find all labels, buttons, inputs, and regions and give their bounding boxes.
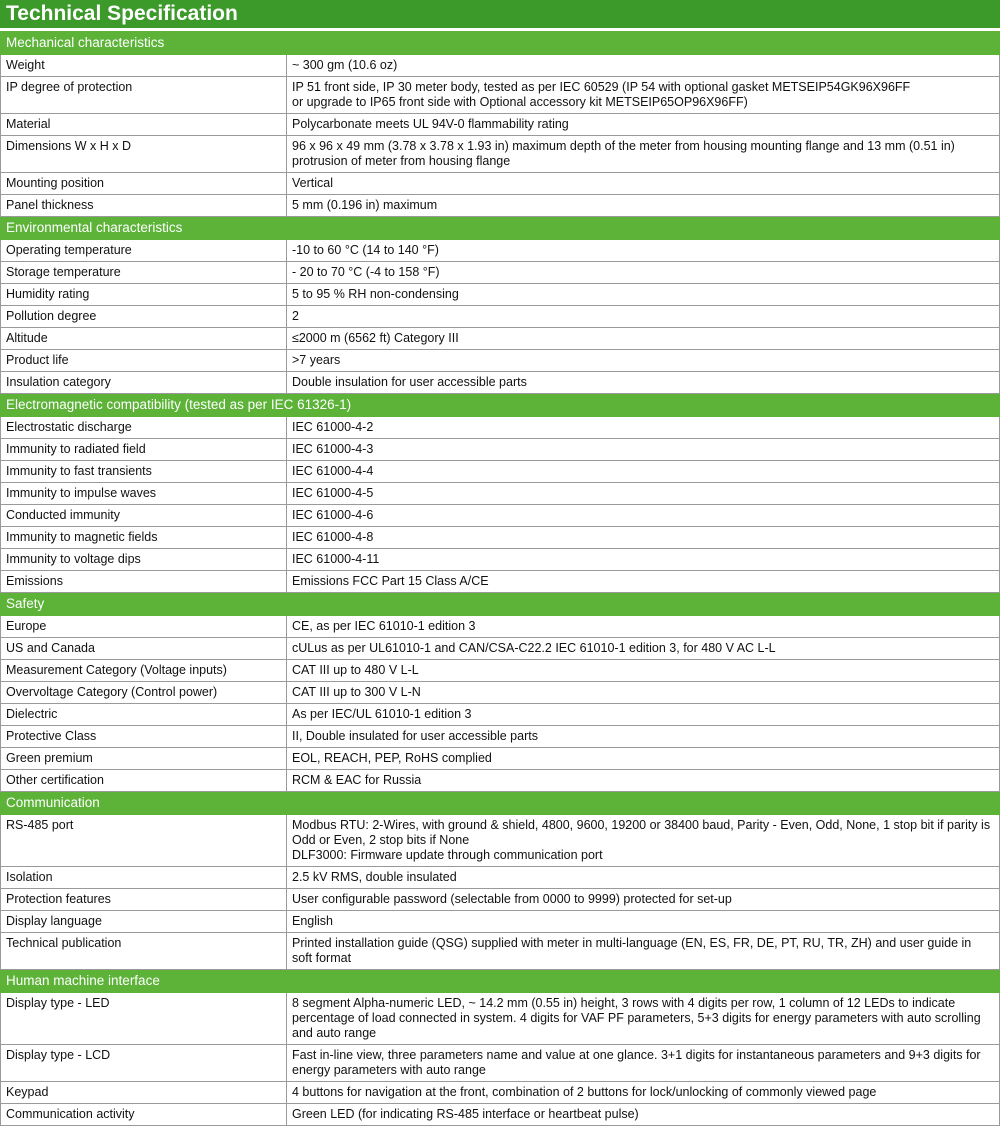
- spec-label: Panel thickness: [1, 195, 287, 217]
- spec-value: 5 to 95 % RH non-condensing: [287, 284, 1000, 306]
- spec-label: Product life: [1, 350, 287, 372]
- spec-value: English: [287, 911, 1000, 933]
- spec-value: 4 buttons for navigation at the front, combination of 2 buttons for lock/unlocking of commonly viewed page: [287, 1082, 1000, 1104]
- spec-value: CAT III up to 480 V L-L: [287, 660, 1000, 682]
- page-title: Technical Specification: [0, 0, 1000, 28]
- spec-label: Display type - LED: [1, 993, 287, 1045]
- spec-label: Other certification: [1, 770, 287, 792]
- spec-value: II, Double insulated for user accessible parts: [287, 726, 1000, 748]
- table-row: [1, 417, 1000, 439]
- spec-value: Fast in-line view, three parameters name and value at one glance. 3+1 digits for instantaneous parameters and 9+3 digits for energy parameters with auto range: [287, 1045, 1000, 1082]
- spec-label: Measurement Category (Voltage inputs): [1, 660, 287, 682]
- spec-value: 96 x 96 x 49 mm (3.78 x 3.78 x 1.93 in) maximum depth of the meter from housing mounting flange and 13 mm (0.51 in) protrusion of meter from housing flange: [287, 136, 1000, 173]
- table-row: [1, 1082, 1000, 1104]
- spec-label: Immunity to magnetic fields: [1, 527, 287, 549]
- table-row: [1, 704, 1000, 726]
- spec-label: IP degree of protection: [1, 77, 287, 114]
- spec-label: Humidity rating: [1, 284, 287, 306]
- spec-value: IEC 61000-4-11: [287, 549, 1000, 571]
- spec-label: Immunity to impulse waves: [1, 483, 287, 505]
- spec-label: Operating temperature: [1, 240, 287, 262]
- table-row: [1, 993, 1000, 1045]
- spec-value: 8 segment Alpha-numeric LED, ~ 14.2 mm (0.55 in) height, 3 rows with 4 digits per row, 1 column of 12 LEDs to indicate percentage of load connected in system. 4 digits for VAF PF parameters, 5+3 digits for energy parameters with auto scrolling and auto range: [287, 993, 1000, 1045]
- spec-label: Altitude: [1, 328, 287, 350]
- spec-label: Green premium: [1, 748, 287, 770]
- spec-label: Display language: [1, 911, 287, 933]
- table-row: [1, 350, 1000, 372]
- table-row: [1, 284, 1000, 306]
- spec-label: Immunity to voltage dips: [1, 549, 287, 571]
- spec-label: Storage temperature: [1, 262, 287, 284]
- table-row: [1, 527, 1000, 549]
- table-row: [1, 1045, 1000, 1082]
- spec-label: Protective Class: [1, 726, 287, 748]
- spec-label: RS-485 port: [1, 815, 287, 867]
- spec-value: -10 to 60 °C (14 to 140 °F): [287, 240, 1000, 262]
- spec-value: IEC 61000-4-4: [287, 461, 1000, 483]
- spec-label: Overvoltage Category (Control power): [1, 682, 287, 704]
- table-row: [1, 638, 1000, 660]
- spec-value: 2: [287, 306, 1000, 328]
- spec-value: IEC 61000-4-5: [287, 483, 1000, 505]
- section-header: [1, 970, 1000, 993]
- table-row: [1, 867, 1000, 889]
- section-header: [1, 593, 1000, 616]
- section-heading: Mechanical characteristics: [1, 32, 1000, 55]
- spec-label: Immunity to radiated field: [1, 439, 287, 461]
- spec-value: Vertical: [287, 173, 1000, 195]
- spec-label: Emissions: [1, 571, 287, 593]
- section-heading: Environmental characteristics: [1, 217, 1000, 240]
- spec-value: ≤2000 m (6562 ft) Category III: [287, 328, 1000, 350]
- table-row: [1, 173, 1000, 195]
- section-heading: Communication: [1, 792, 1000, 815]
- spec-value: - 20 to 70 °C (-4 to 158 °F): [287, 262, 1000, 284]
- spec-label: Immunity to fast transients: [1, 461, 287, 483]
- table-row: [1, 306, 1000, 328]
- spec-value: Polycarbonate meets UL 94V-0 flammability rating: [287, 114, 1000, 136]
- table-row: [1, 616, 1000, 638]
- spec-value: As per IEC/UL 61010-1 edition 3: [287, 704, 1000, 726]
- table-row: [1, 660, 1000, 682]
- spec-label: Dimensions W x H x D: [1, 136, 287, 173]
- section-header: [1, 792, 1000, 815]
- spec-value: Printed installation guide (QSG) supplied with meter in multi-language (EN, ES, FR, DE, PT, RU, TR, ZH) and user guide in soft format: [287, 933, 1000, 970]
- spec-value: RCM & EAC for Russia: [287, 770, 1000, 792]
- table-row: [1, 571, 1000, 593]
- spec-value: IP 51 front side, IP 30 meter body, tested as per IEC 60529 (IP 54 with optional gasket METSEIP54GK96X96FF or upgrade to IP65 front side with Optional accessory kit METSEIP65OP96X96FF): [287, 77, 1000, 114]
- spec-label: Material: [1, 114, 287, 136]
- spec-value: Green LED (for indicating RS-485 interface or heartbeat pulse): [287, 1104, 1000, 1126]
- section-header: [1, 32, 1000, 55]
- spec-label: Display type - LCD: [1, 1045, 287, 1082]
- spec-value: IEC 61000-4-8: [287, 527, 1000, 549]
- spec-label: Europe: [1, 616, 287, 638]
- table-row: [1, 262, 1000, 284]
- spec-value: Emissions FCC Part 15 Class A/CE: [287, 571, 1000, 593]
- table-row: [1, 726, 1000, 748]
- spec-label: Insulation category: [1, 372, 287, 394]
- spec-value: IEC 61000-4-2: [287, 417, 1000, 439]
- spec-label: Keypad: [1, 1082, 287, 1104]
- table-row: [1, 461, 1000, 483]
- table-row: [1, 1104, 1000, 1126]
- table-row: [1, 328, 1000, 350]
- table-row: [1, 505, 1000, 527]
- spec-label: Communication activity: [1, 1104, 287, 1126]
- table-row: [1, 114, 1000, 136]
- spec-value: CE, as per IEC 61010-1 edition 3: [287, 616, 1000, 638]
- spec-label: Conducted immunity: [1, 505, 287, 527]
- section-heading: Human machine interface: [1, 970, 1000, 993]
- section-header: [1, 394, 1000, 417]
- table-row: [1, 911, 1000, 933]
- table-row: [1, 933, 1000, 970]
- section-heading: Safety: [1, 593, 1000, 616]
- table-row: [1, 372, 1000, 394]
- spec-value: User configurable password (selectable from 0000 to 9999) protected for set-up: [287, 889, 1000, 911]
- spec-label: Electrostatic discharge: [1, 417, 287, 439]
- spec-value: EOL, REACH, PEP, RoHS complied: [287, 748, 1000, 770]
- spec-table: [0, 31, 1000, 1126]
- table-row: [1, 136, 1000, 173]
- table-row: [1, 770, 1000, 792]
- table-row: [1, 483, 1000, 505]
- spec-value: Modbus RTU: 2-Wires, with ground & shield, 4800, 9600, 19200 or 38400 baud, Parity - Even, Odd, None, 1 stop bit if parity is Odd or Even, 2 stop bits if None DLF3000: Firmware update through communication port: [287, 815, 1000, 867]
- spec-value: 5 mm (0.196 in) maximum: [287, 195, 1000, 217]
- spec-label: Isolation: [1, 867, 287, 889]
- spec-value: Double insulation for user accessible parts: [287, 372, 1000, 394]
- table-row: [1, 55, 1000, 77]
- spec-label: Dielectric: [1, 704, 287, 726]
- spec-value: >7 years: [287, 350, 1000, 372]
- table-row: [1, 439, 1000, 461]
- table-row: [1, 889, 1000, 911]
- table-row: [1, 195, 1000, 217]
- spec-label: US and Canada: [1, 638, 287, 660]
- spec-label: Mounting position: [1, 173, 287, 195]
- spec-label: Pollution degree: [1, 306, 287, 328]
- spec-label: Protection features: [1, 889, 287, 911]
- table-row: [1, 77, 1000, 114]
- table-row: [1, 815, 1000, 867]
- table-row: [1, 748, 1000, 770]
- section-header: [1, 217, 1000, 240]
- table-row: [1, 549, 1000, 571]
- table-row: [1, 682, 1000, 704]
- spec-value: 2.5 kV RMS, double insulated: [287, 867, 1000, 889]
- spec-value: cULus as per UL61010-1 and CAN/CSA-C22.2 IEC 61010-1 edition 3, for 480 V AC L-L: [287, 638, 1000, 660]
- spec-value: IEC 61000-4-6: [287, 505, 1000, 527]
- spec-value: ~ 300 gm (10.6 oz): [287, 55, 1000, 77]
- spec-label: Technical publication: [1, 933, 287, 970]
- table-row: [1, 240, 1000, 262]
- spec-value: CAT III up to 300 V L-N: [287, 682, 1000, 704]
- spec-label: Weight: [1, 55, 287, 77]
- section-heading: Electromagnetic compatibility (tested as per IEC 61326-1): [1, 394, 1000, 417]
- spec-value: IEC 61000-4-3: [287, 439, 1000, 461]
